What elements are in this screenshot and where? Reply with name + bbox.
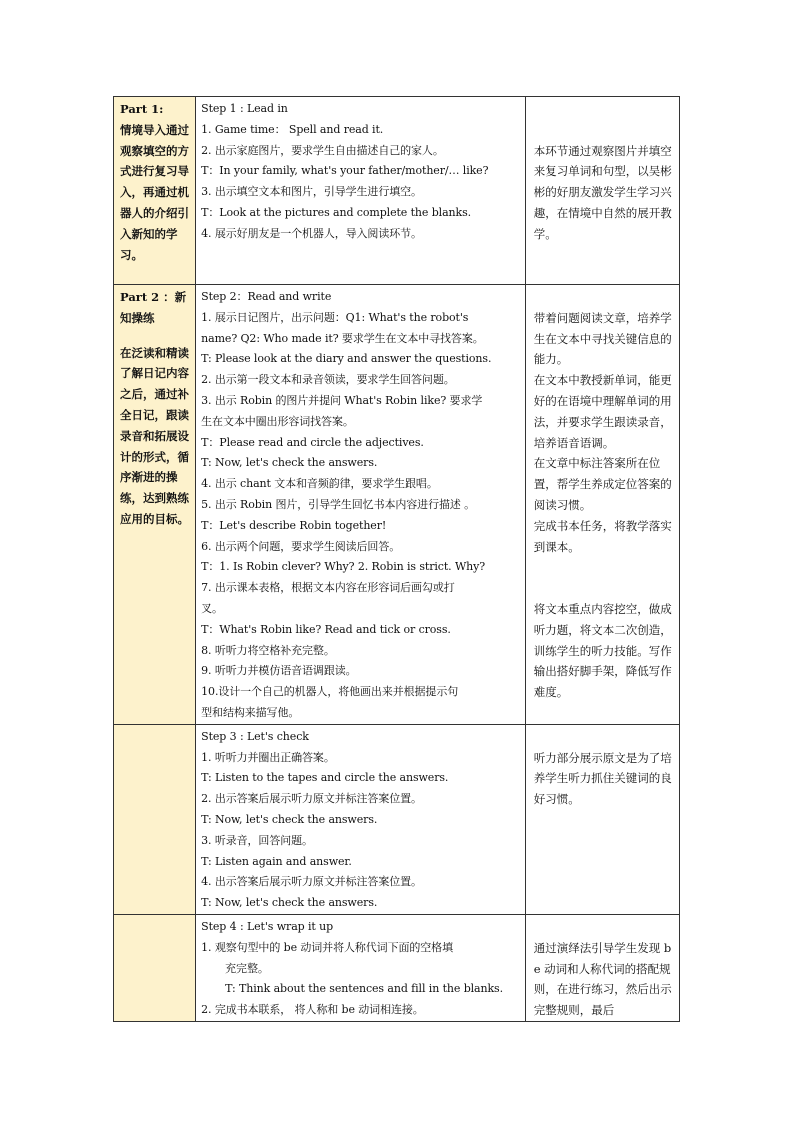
step-line: 2. 出示第一段文本和录音领读，要求学生回答问题。 (201, 373, 455, 387)
step-line: 型和结构来描写他。 (201, 705, 300, 719)
step-line: 9. 听听力并模仿语音语调跟读。 (201, 664, 357, 678)
step-line: 叉。 (201, 601, 223, 615)
step-line: T：1. Is Robin clever? Why? 2. Robin is strict. Why? (201, 560, 486, 574)
design-note: 完成书本任务，将教学落实到课本。 (533, 518, 672, 554)
steps-cell (196, 914, 526, 1021)
step-line: T: Think about the sentences and fill in the blanks. (225, 982, 503, 996)
step-line: 生在文本中圈出形容词找答案。 (201, 414, 354, 428)
step-line: 充完整。 (225, 961, 269, 975)
step-heading: Step 2：Read and write (201, 290, 332, 303)
step-line: T：In your family, what's your father/mother/… like? (201, 164, 489, 178)
table-row (114, 914, 680, 1021)
note-cell (525, 285, 679, 725)
step-line: 4. 出示 chant 文本和音频韵律，要求学生跟唱。 (201, 477, 438, 491)
part-cell (114, 97, 196, 285)
step-line: 2. 出示家庭图片，要求学生自由描述自己的家人。 (201, 143, 444, 157)
design-note: 将文本重点内容挖空，做成听力题，将文本二次创造，训练学生的听力技能。写作输出搭好脚手架，降低写作难度。 (533, 601, 672, 700)
step-heading: Step 1 : Lead in (201, 102, 288, 115)
step-line: T: Listen again and answer. (201, 854, 352, 868)
step-line: 7. 出示课本表格，根据文本内容在形容词后画勾或打 (201, 581, 455, 595)
step-line: T: Please look at the diary and answer the questions. (201, 352, 492, 366)
step-line: 2. 出示答案后展示听力原文并标注答案位置。 (201, 792, 422, 806)
step-line: 2. 完成书本联系， 将人称和 be 动词相连接。 (201, 1003, 424, 1017)
note-cell (525, 97, 679, 285)
steps-cell (196, 97, 526, 285)
step-line: 10.设计一个自己的机器人，将他画出来并根据提示句 (201, 685, 459, 699)
note-cell (525, 914, 679, 1021)
part-cell (114, 285, 196, 725)
step-heading: Step 4 : Let's wrap it up (201, 919, 334, 933)
step-line: 1. 观察句型中的 be 动词并将人称代词下面的空格填 (201, 940, 453, 954)
step-line: T：Let's describe Robin together! (201, 518, 387, 532)
design-note: 在文章中标注答案所在位置，帮学生养成定位答案的阅读习惯。 (533, 456, 672, 512)
step-line: 6. 出示两个问题，要求学生阅读后回答。 (201, 539, 401, 553)
table-row (114, 724, 680, 914)
step-line: 4. 出示答案后展示听力原文并标注答案位置。 (201, 875, 422, 889)
step-line: T: Now, let's check the answers. (201, 812, 378, 826)
steps-cell (196, 285, 526, 725)
step-line: T: Listen to the tapes and circle the answers. (201, 771, 449, 785)
design-note: 听力部分展示原文是为了培养学生听力抓住关键词的良好习惯。 (533, 750, 672, 807)
step-line: 8. 听听力将空格补充完整。 (201, 643, 335, 657)
step-line: 3. 出示 Robin 的图片并提问 What's Robin like? 要求学 (201, 393, 483, 407)
step-heading: Step 3 : Let's check (201, 729, 309, 743)
step-line: 4. 展示好朋友是一个机器人，导入阅读环节。 (201, 226, 422, 240)
step-line: 1. Game time： Spell and read it. (201, 122, 384, 136)
step-line: T：Look at the pictures and complete the blanks. (201, 205, 472, 219)
part-description: 在泛读和精读了解日记内容之后，通过补全日记，跟读录音和拓展设计的形式，循序渐进的操练，达到熟练应用的目标。 (120, 345, 189, 526)
step-line: T: Now, let's check the answers. (201, 456, 378, 470)
step-line: 3. 出示填空文本和图片，引导学生进行填空。 (201, 185, 422, 199)
design-note: 通过演绎法引导学生发现 be 动词和人称代词的搭配规则，在进行练习，然后出示完整规则，最后 (533, 940, 672, 1018)
step-line: T：Please read and circle the adjectives. (201, 435, 424, 449)
design-note: 本环节通过观察图片并填空来复习单词和句型，以吴彬彬的好朋友激发学生学习兴趣，在情境中自然的展开教学。 (533, 143, 672, 241)
step-line: 1. 听听力并圈出正确答案。 (201, 750, 335, 764)
part-cell (114, 914, 196, 1021)
design-note: 在文本中教授新单词，能更好的在语境中理解单词的用法，并要求学生跟读录音，培养语音语调。 (533, 373, 672, 450)
step-line: 1. 展示日记图片，出示问题：Q1: What's the robot's (201, 310, 469, 324)
part-title: Part 2 ：新知操练 (120, 290, 187, 325)
part-description: 情境导入通过观察填空的方式进行复习导入，再通过机器人的介绍引入新知的学习。 (120, 122, 189, 262)
table-row (114, 285, 680, 725)
step-line: name? Q2: Who made it? 要求学生在文本中寻找答案。 (201, 331, 484, 345)
table-row (114, 97, 680, 285)
steps-cell (196, 724, 526, 914)
lesson-plan-table (113, 96, 680, 1022)
step-line: T: Now, let's check the answers. (201, 896, 378, 910)
note-cell (525, 724, 679, 914)
part-cell (114, 724, 196, 914)
design-note: 带着问题阅读文章，培养学生在文本中寻找关键信息的能力。 (533, 310, 672, 367)
part-title: Part 1: (120, 102, 164, 116)
step-line: 5. 出示 Robin 图片，引导学生回忆书本内容进行描述 。 (201, 497, 476, 511)
step-line: 3. 听录音，回答问题。 (201, 833, 313, 847)
step-line: T：What's Robin like? Read and tick or cross. (201, 622, 451, 636)
